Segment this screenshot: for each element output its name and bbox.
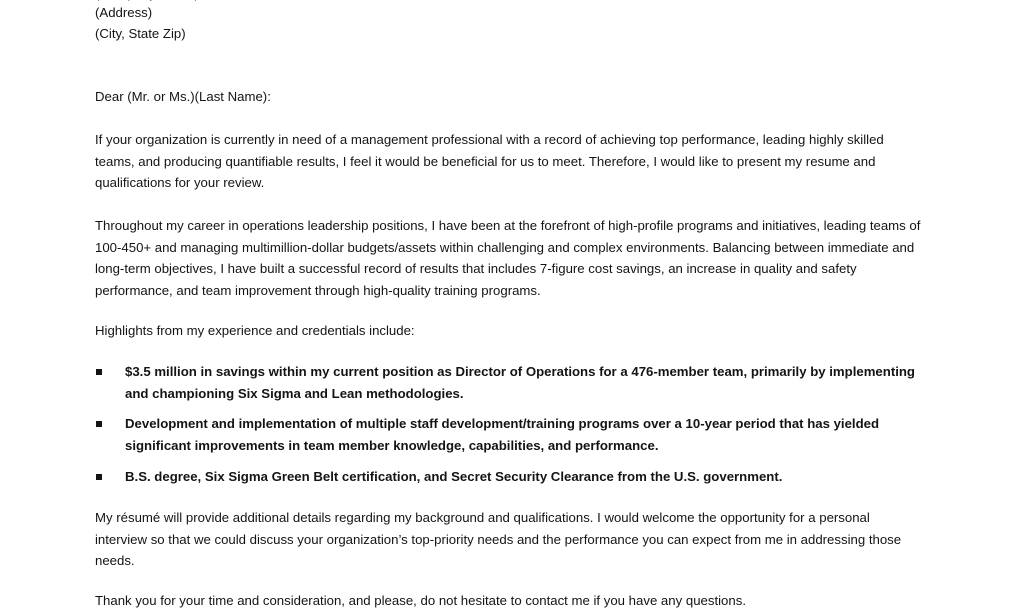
- highlight-item: [95, 361, 925, 404]
- intro-paragraph: If your organization is currently in need of a management professional with a record of achieving top performance, leading highly skilled teams, and producing quantifiable results, I feel it would be beneficial for us to meet. Therefore, I would like to present my resume and qualifications for your review.: [95, 132, 884, 191]
- highlight-text: B.S. degree, Six Sigma Green Belt certification, and Secret Security Clearance from the U.S. government.: [125, 469, 783, 484]
- highlights-intro: Highlights from my experience and credentials include:: [95, 323, 415, 338]
- highlight-item: [95, 413, 925, 456]
- closing-paragraph: My résumé will provide additional details regarding my background and qualifications. I would welcome the opportunity for a personal interview so that we could discuss your organization’s top-priority needs and the performance you can expect from me in addressing those needs.: [95, 510, 902, 569]
- address-line-1: (Address): [95, 5, 153, 20]
- address-line-2: (City, State Zip): [95, 26, 186, 41]
- cover-letter-page: [95, 0, 925, 608]
- highlight-text: $3.5 million in savings within my current position as Director of Operations for a 476-member team, primarily by implementing and championing Six Sigma and Lean methodologies.: [125, 364, 915, 401]
- salutation: Dear (Mr. or Ms.)(Last Name):: [95, 89, 271, 104]
- highlight-item: [95, 466, 925, 488]
- thank-you-line: Thank you for your time and consideration, and please, do not hesitate to contact me if you have any questions.: [95, 593, 746, 608]
- highlight-text: Development and implementation of multiple staff development/training programs over a 10-year period that has yielded significant improvements in team member knowledge, capabilities, and performance.: [125, 416, 880, 453]
- square-bullet-icon: [96, 421, 102, 427]
- career-paragraph: Throughout my career in operations leadership positions, I have been at the forefront of high-profile programs and initiatives, leading teams of 100-450+ and managing multimillion-dollar budgets/assets within challenging and complex environments. Balancing between immediate and long-term objectives, I have built a successful record of results that includes 7-figure cost savings, an increase in quality and safety performance, and team improvement through high-quality training programs.: [95, 218, 921, 298]
- square-bullet-icon: [96, 474, 102, 480]
- square-bullet-icon: [96, 369, 102, 375]
